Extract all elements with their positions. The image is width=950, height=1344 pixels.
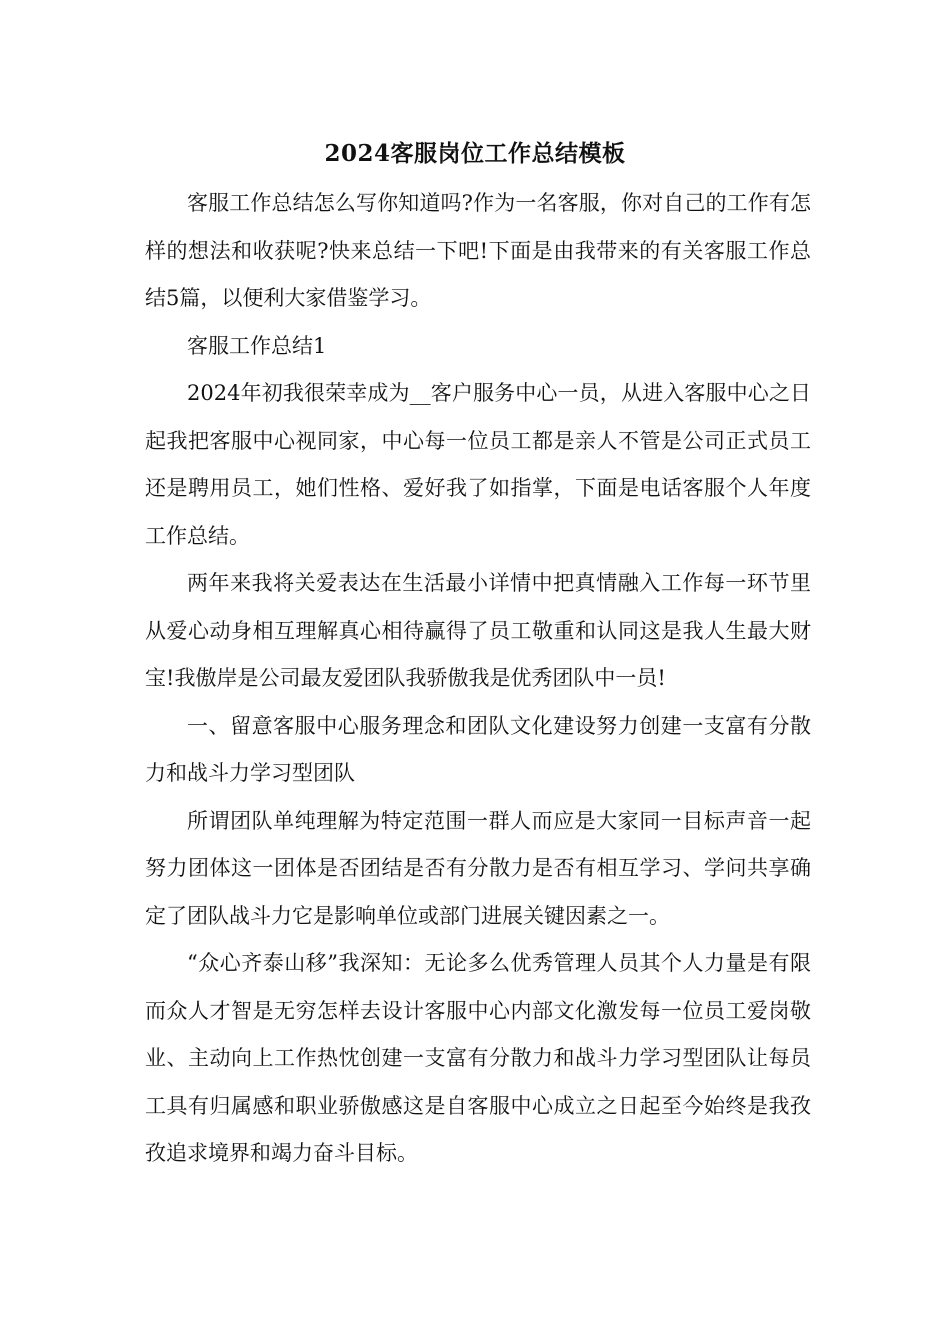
section-heading-one: 一、留意客服中心服务理念和团队文化建设努力创建一支富有分散力和战斗力学习型团队 [145,713,811,785]
paragraph: 2024年初我很荣幸成为__客户服务中心一员，从进入客服中心之日起我把客服中心视同家，中心每一位员工都是亲人不管是公司正式员工还是聘用员工，她们性格、爱好我了如指掌，下面是电话客服个人年度工作总结。 [145,381,811,548]
document-body [145,180,811,1178]
document-title: 2024客服岗位工作总结模板 [324,140,626,167]
paragraph: 两年来我将关爱表达在生活最小详情中把真情融入工作每一环节里从爱心动身相互理解真心相待赢得了员工敬重和认同这是我人生最大财宝!我傲岸是公司最友爱团队我骄傲我是优秀团队中一员! [145,571,811,690]
paragraph: 所谓团队单纯理解为特定范围一群人而应是大家同一目标声音一起努力团体这一团体是否团结是否有分散力是否有相互学习、学问共享确定了团队战斗力它是影响单位或部门进展关键因素之一。 [145,808,811,928]
section-heading-summary-1: 客服工作总结1 [187,333,327,358]
paragraph: “众心齐泰山移”我深知：无论多么优秀管理人员其个人力量是有限而众人才智是无穷怎样去设计客服中心内部文化激发每一位员工爱岗敬业、主动向上工作热忱创建一支富有分散力和战斗力学习型团队让每员工具有归属感和职业骄傲感这是自客服中心成立之日起至今始终是我孜孜追求境界和竭力奋斗目标。 [145,951,811,1165]
paragraph-intro: 客服工作总结怎么写你知道吗?作为一名客服，你对自己的工作有怎样的想法和收获呢?快来总结一下吧!下面是由我带来的有关客服工作总结5篇，以便利大家借鉴学习。 [145,191,811,310]
